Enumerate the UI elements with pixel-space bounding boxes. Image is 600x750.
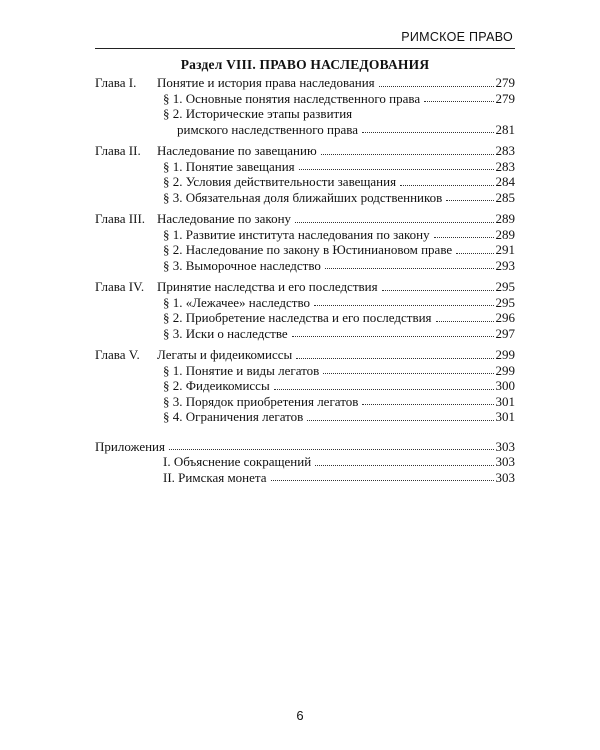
subsection-title: § 1. Понятие и виды легатов (163, 362, 320, 378)
chapter-label: Глава I. (95, 75, 137, 90)
page-ref: 303 (495, 438, 515, 454)
toc-subsection[interactable] (163, 326, 515, 342)
subsection-title: § 1. Понятие завещания (163, 158, 295, 174)
page-ref: 301 (495, 393, 515, 409)
chapter-entry[interactable] (157, 75, 515, 91)
subsection-title: § 2. Наследование по закону в Юстиниановом праве (163, 242, 453, 257)
running-header: РИМСКОЕ ПРАВО (401, 30, 513, 44)
page-ref: 299 (495, 362, 515, 378)
chapter-entry[interactable] (157, 347, 515, 363)
page-ref: 289 (495, 211, 515, 226)
chapter-title: Понятие и история права наследования (157, 75, 375, 90)
chapter-entry[interactable] (157, 143, 515, 159)
subsection-title: § 1. Развитие института наследования по закону (163, 226, 430, 242)
subsection-title: II. Римская монета (163, 469, 267, 485)
subsection-title: § 1. «Лежачее» наследство (163, 294, 311, 310)
chapter-label: Глава V. (95, 347, 140, 362)
chapter-title: Легаты и фидеикомиссы (157, 347, 293, 362)
appendix-entry[interactable] (95, 439, 515, 455)
chapter-entry[interactable] (157, 211, 515, 227)
toc-subsection[interactable] (163, 174, 515, 190)
toc-subsection[interactable] (163, 242, 515, 258)
toc-subsection[interactable] (163, 363, 515, 379)
subsection-title: § 1. Основные понятия наследственного права (163, 90, 421, 106)
page-ref: 299 (495, 347, 515, 362)
chapter-entry[interactable] (157, 279, 515, 295)
page-ref: 285 (495, 189, 515, 205)
dot-leader (307, 420, 493, 421)
toc-chapter (95, 279, 515, 341)
toc-appendix (95, 439, 515, 486)
page-ref: 289 (495, 226, 515, 242)
dot-leader (325, 268, 494, 269)
toc-chapter (95, 347, 515, 425)
dot-leader (424, 101, 493, 102)
subsection-title: § 3. Обязательная доля ближайших родственников (163, 189, 443, 205)
dot-leader (321, 154, 494, 155)
toc-chapter (95, 211, 515, 273)
appendix-title: Приложения (95, 438, 165, 454)
page-ref: 293 (495, 257, 515, 273)
chapter-label: Глава III. (95, 211, 146, 226)
dot-leader (296, 358, 493, 359)
dot-leader (446, 200, 493, 201)
toc-subsection[interactable] (163, 470, 515, 486)
dot-leader (400, 185, 493, 186)
toc-subsection[interactable] (163, 454, 515, 470)
subsection-title: § 3. Иски о наследстве (163, 325, 288, 341)
page-ref: 303 (495, 469, 515, 485)
subsection-title: § 2. Фидеикомиссы (163, 378, 270, 393)
page-ref: 281 (495, 121, 515, 137)
dot-leader (295, 222, 493, 223)
dot-leader (169, 449, 494, 450)
page-ref: 279 (495, 90, 515, 106)
chapter-label: Глава II. (95, 143, 141, 158)
toc-subsection-continuation[interactable] (177, 122, 515, 138)
subsection-title: § 2. Приобретение наследства и его последствия (163, 310, 432, 325)
dot-leader (434, 237, 494, 238)
toc-subsection[interactable] (163, 394, 515, 410)
subsection-title: § 2. Условия действительности завещания (163, 174, 397, 189)
page-ref: 297 (495, 325, 515, 341)
toc-subsection[interactable] (163, 258, 515, 274)
page-ref: 284 (495, 174, 515, 189)
chapter-title: Наследование по завещанию (157, 143, 317, 158)
toc-subsection[interactable] (163, 91, 515, 107)
toc-subsection[interactable] (163, 159, 515, 175)
table-of-contents (95, 75, 515, 491)
dot-leader (274, 389, 494, 390)
dot-leader (379, 86, 494, 87)
subsection-title: § 3. Порядок приобретения легатов (163, 393, 359, 409)
dot-leader (436, 321, 494, 322)
section-title: Раздел VIII. ПРАВО НАСЛЕДОВАНИЯ (180, 57, 430, 72)
toc-subsection[interactable] (163, 409, 515, 425)
toc-subsection[interactable] (163, 227, 515, 243)
toc-chapter (95, 143, 515, 205)
page-ref: 300 (495, 378, 515, 393)
toc-subsection[interactable] (163, 378, 515, 394)
toc-subsection-first-line[interactable] (163, 106, 354, 122)
dot-leader (362, 404, 493, 405)
page-number: 6 (296, 708, 304, 723)
dot-leader (382, 290, 494, 291)
subsection-title-continued: римского наследственного права (177, 121, 358, 137)
header-rule (95, 48, 515, 49)
page-ref: 303 (495, 454, 515, 469)
page-ref: 283 (495, 143, 515, 158)
dot-leader (271, 480, 494, 481)
dot-leader (314, 305, 493, 306)
chapter-title: Принятие наследства и его последствия (157, 279, 378, 294)
dot-leader (456, 253, 493, 254)
dot-leader (362, 132, 494, 133)
subsection-title: § 3. Выморочное наследство (163, 257, 321, 273)
page-ref: 291 (495, 242, 515, 257)
dot-leader (292, 336, 494, 337)
page-ref: 296 (495, 310, 515, 325)
subsection-title: § 4. Ограничения легатов (163, 409, 304, 424)
dot-leader (315, 465, 493, 466)
page-ref: 295 (495, 294, 515, 310)
page-ref: 279 (495, 75, 515, 90)
toc-chapter (95, 75, 515, 137)
toc-subsection[interactable] (163, 310, 515, 326)
dot-leader (323, 373, 493, 374)
page-ref: 283 (495, 158, 515, 174)
dot-leader (299, 169, 494, 170)
subsection-title: I. Объяснение сокращений (163, 454, 312, 469)
page-ref: 295 (495, 279, 515, 294)
toc-subsection[interactable] (163, 190, 515, 206)
subsection-title: § 2. Исторические этапы развития (163, 106, 353, 121)
page-ref: 301 (495, 409, 515, 424)
toc-subsection[interactable] (163, 295, 515, 311)
chapter-title: Наследование по закону (157, 211, 292, 226)
chapter-label: Глава IV. (95, 279, 145, 294)
